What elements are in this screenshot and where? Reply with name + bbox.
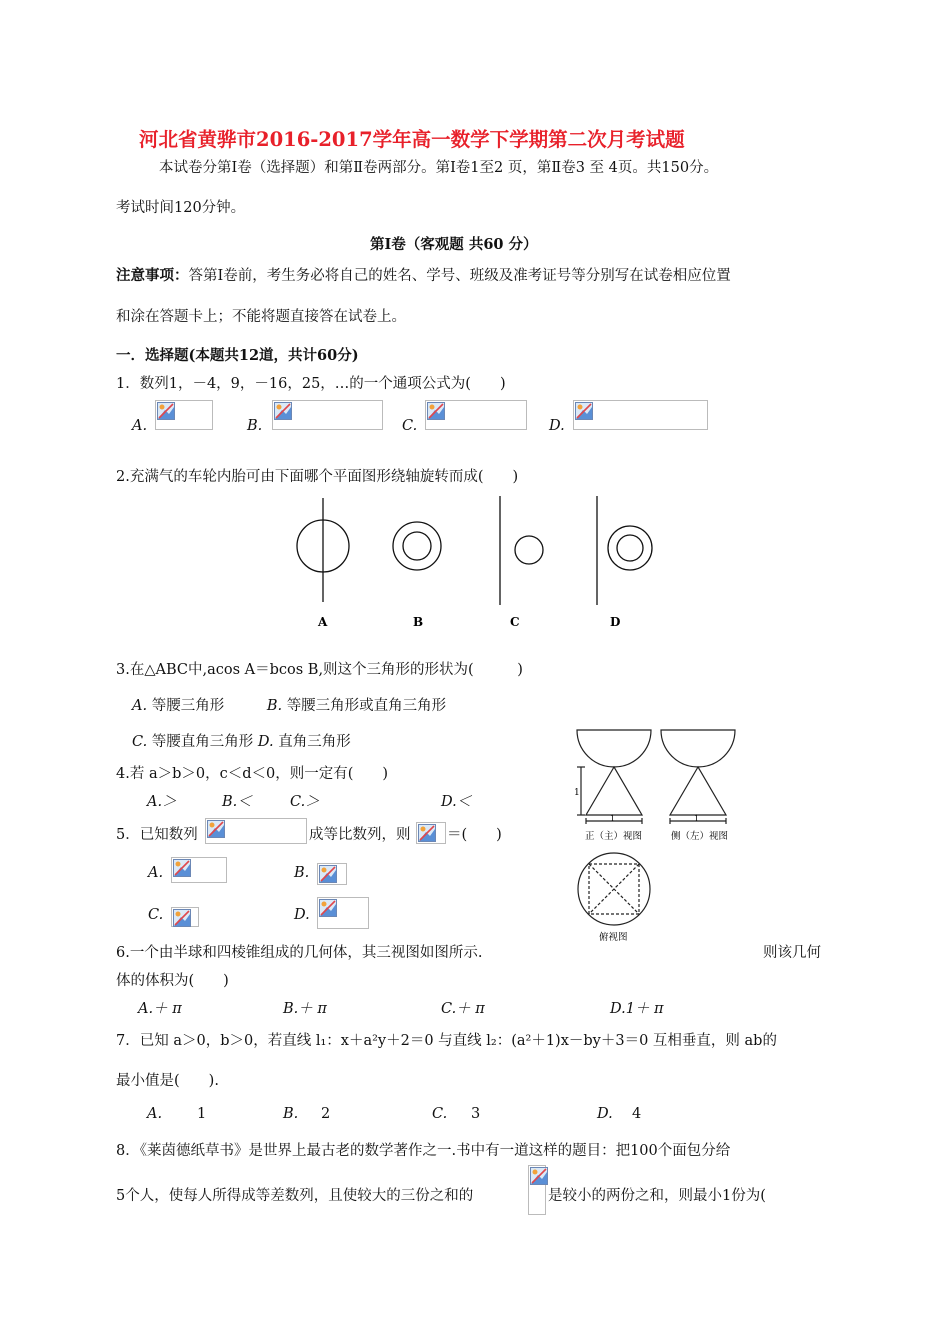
q2-label-c: C (510, 615, 520, 629)
top-view (578, 853, 650, 925)
q1-opt-d: D. (549, 418, 565, 434)
q7-opt-c-letter: C. (432, 1106, 448, 1122)
q2-figure-a (297, 498, 349, 602)
q5-opt-b: B. (294, 865, 310, 881)
q7-opt-b-letter: B. (283, 1106, 299, 1122)
intro-line1: 本试卷分第Ⅰ卷（选择题）和第Ⅱ卷两部分。第Ⅰ卷1至2 页，第Ⅱ卷3 至 4页。共150分。 (159, 160, 719, 176)
front-view-label: 正（主）视图 (585, 831, 643, 842)
q5-opt-a-image (171, 857, 227, 883)
image-placeholder-icon (427, 402, 445, 420)
image-placeholder-icon (575, 402, 593, 420)
three-view-figure (565, 722, 755, 947)
q7-stem-a: 7．已知 a＞0，b＞0，若直线 l₁：x＋a²y＋2＝0 与直线 l₂：(a²＋1)x－by＋3＝0 互相垂直，则 ab的 (116, 1033, 777, 1049)
q6-stem-tail: 则该几何 (763, 945, 821, 961)
q1-opt-c-image (425, 400, 527, 430)
q5-opt-c-image (171, 907, 199, 927)
q3-opt-c-text: 等腰直角三角形 (151, 734, 254, 750)
notice-label: 注意事项： (116, 267, 189, 284)
top-view-label: 俯视图 (599, 932, 628, 943)
q2-stem: 2.充满气的车轮内胎可由下面哪个平面图形绕轴旋转而成( ) (116, 469, 519, 485)
q5-opt-b-image (317, 863, 347, 885)
q3-row1 (132, 694, 446, 715)
image-placeholder-icon (207, 820, 225, 838)
q7-opt-a-value: 1 (197, 1106, 207, 1122)
q3-stem: 3.在△ABC中,acos A＝bcos B,则这个三角形的形状为( ) (116, 662, 523, 678)
q7-opt-d-letter: D. (597, 1106, 613, 1122)
q7-opt-d-value: 4 (632, 1106, 642, 1122)
q2-label-b: B (413, 615, 424, 629)
q4-opt-b: B.＜ (222, 794, 252, 810)
q7-opt-c-value: 3 (471, 1106, 481, 1122)
q3-opt-a-letter: A. (132, 698, 148, 714)
q1-opt-d-image (573, 400, 708, 430)
q3-row2 (132, 730, 351, 751)
notice-line1 (116, 264, 731, 285)
image-placeholder-icon (173, 859, 191, 877)
q4-opt-d: D.＜ (441, 794, 472, 810)
q5-stem-c: ＝( ) (447, 827, 502, 843)
q4-opt-c: C.＞ (290, 794, 320, 810)
q6-stem-line2: 体的体积为( ) (116, 973, 229, 989)
notice-line2: 和涂在答题卡上；不能将题直接答在试卷上。 (116, 309, 406, 325)
q3-opt-d-letter: D. (257, 734, 274, 750)
q5-stem-a: 5．已知数列 (116, 827, 198, 843)
q2-figure-c (500, 496, 543, 605)
q1-opt-a: A. (132, 418, 148, 434)
section-heading: 第Ⅰ卷（客观题 共60 分） (370, 236, 538, 253)
q3-opt-a-text: 等腰三角形 (151, 698, 225, 714)
side-view-label: 侧（左）视图 (671, 831, 729, 842)
q2-label-d: D (610, 615, 621, 629)
q5-sequence-image (205, 818, 307, 844)
page-title: 河北省黄骅市2016-2017学年高一数学下学期第二次月考试题 (139, 128, 685, 151)
q1-opt-a-image (155, 400, 213, 430)
image-placeholder-icon (530, 1167, 548, 1185)
q3-opt-b-text: 等腰三角形或直角三角形 (286, 698, 447, 714)
q6-stem: 6.一个由半球和四棱锥组成的几何体，其三视图如图所示. (116, 945, 483, 961)
q3-opt-b-letter: B. (266, 698, 283, 714)
q7-opt-a-letter: A. (147, 1106, 163, 1122)
image-placeholder-icon (418, 824, 436, 842)
front-view (577, 730, 651, 824)
q8-line2b: 是较小的两份之和，则最小1份为( (548, 1188, 766, 1204)
q3-opt-c-letter: C. (132, 734, 148, 750)
notice-text: 答第Ⅰ卷前，考生务必将自己的姓名、学号、班级及准考证号等分别写在试卷相应位置 (188, 268, 731, 284)
q6-opt-b: B.＋ π (283, 1001, 327, 1017)
q5-expression-image (416, 822, 446, 844)
q8-fraction-image (528, 1165, 546, 1215)
q5-opt-d-image (317, 897, 369, 929)
q1-opt-c: C. (402, 418, 418, 434)
q4-stem: 4.若 a＞b＞0，c＜d＜0，则一定有( ) (116, 766, 389, 782)
side-width-dim-label: 1 (694, 814, 700, 823)
q5-opt-a: A. (148, 865, 164, 881)
image-placeholder-icon (319, 899, 337, 917)
q3-opt-d-text: 直角三角形 (278, 734, 351, 750)
q2-label-a: A (318, 615, 328, 629)
q1-opt-b-image (272, 400, 383, 430)
q7-opt-b-value: 2 (321, 1106, 331, 1122)
q5-stem-b: 成等比数列，则 (309, 827, 411, 843)
q2-figure-d (597, 496, 652, 605)
image-placeholder-icon (319, 865, 337, 883)
side-view (661, 730, 735, 824)
q2-figures (280, 490, 670, 635)
q8-line1: 8．《莱茵德纸草书》是世界上最古老的数学著作之一.书中有一道这样的题目：把100个面包分给 (116, 1143, 731, 1159)
q6-opt-d: D.1＋ π (610, 1001, 664, 1017)
intro-line2: 考试时间120分钟。 (116, 200, 246, 216)
part-heading: 一．选择题(本题共12道，共计60分) (116, 347, 359, 364)
q5-opt-c: C. (148, 907, 164, 923)
q2-figure-b (393, 522, 441, 570)
q6-opt-c: C.＋ π (441, 1001, 485, 1017)
image-placeholder-icon (173, 909, 191, 927)
image-placeholder-icon (157, 402, 175, 420)
q4-opt-a: A.＞ (147, 794, 177, 810)
q6-opt-a: A.＋ π (138, 1001, 182, 1017)
q8-line2a: 5个人，使每人所得成等差数列，且使较大的三份之和的 (116, 1188, 474, 1204)
q5-opt-d: D. (294, 907, 310, 923)
image-placeholder-icon (274, 402, 292, 420)
q7-stem-b: 最小值是( ). (116, 1073, 219, 1089)
q1-stem: 1．数列1，－4，9，－16，25，…的一个通项公式为( ) (116, 376, 506, 392)
width-dim-label: 1 (610, 814, 616, 823)
q1-opt-b: B. (247, 418, 263, 434)
height-dim-label: 1 (574, 788, 580, 798)
